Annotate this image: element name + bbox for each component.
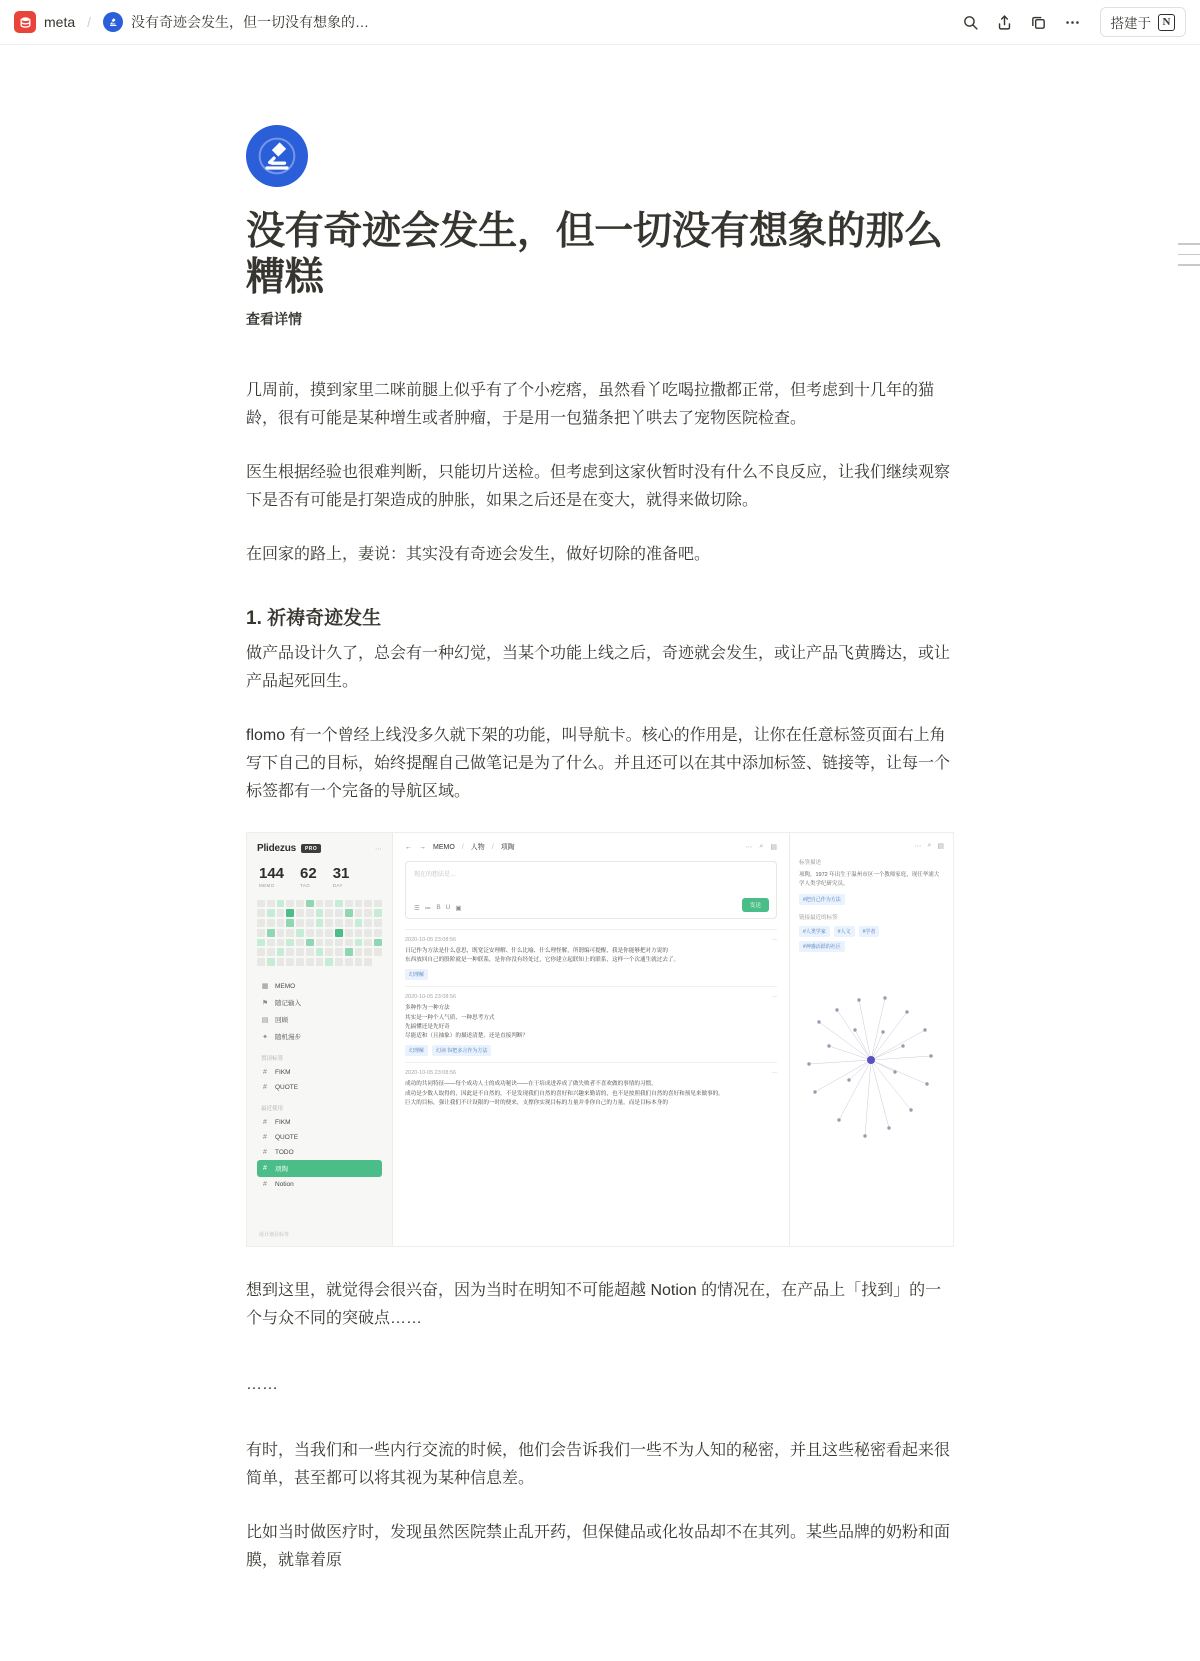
section-heading: 1. 祈祷奇迹发生 bbox=[246, 608, 382, 630]
shot-app-logo: Plidezus bbox=[257, 843, 296, 855]
sidebar-tag-item[interactable] bbox=[257, 1177, 382, 1192]
embedded-app-screenshot bbox=[246, 832, 954, 1247]
memo-text: 先搞懂还是先好奇 bbox=[405, 1023, 450, 1030]
memo-text: 东西放回自己的股阶就是一种联系，是你你没有经处过，它你建立起联知上的联系，这样一个次通生就过去了。 bbox=[405, 957, 680, 964]
crumb-sep: / bbox=[461, 843, 464, 851]
memo-text: 日记作为方法是什么意思，既宽泛安理解、什么比喻、什么理怪解，所谓编可提醒，我是你能够把对方说的 bbox=[405, 948, 668, 955]
sidebar-footer: 成计划目标等 bbox=[259, 1232, 290, 1239]
memo-tags bbox=[405, 969, 777, 980]
stat-value: 144 bbox=[259, 865, 285, 883]
memo-timestamp: 2020-10-05 23:08:56 bbox=[405, 937, 457, 944]
memo-text: 尽能适和（且抽象）的描述清楚、还是直接判断？ bbox=[405, 1033, 529, 1040]
hash-icon: # bbox=[263, 1165, 267, 1172]
stat-value: 62 bbox=[300, 865, 317, 883]
top-bar-left bbox=[14, 11, 956, 33]
bold-icon[interactable]: B bbox=[436, 904, 441, 912]
stat-memo bbox=[259, 866, 284, 888]
sidebar-item-review[interactable] bbox=[257, 1011, 382, 1028]
back-icon[interactable]: ← bbox=[405, 843, 412, 851]
sidebar-tag-item[interactable] bbox=[257, 1065, 382, 1080]
right-panel-text: 项陶，1972 年出生于温州市区一个教师家庭，现任华浦大学人类学纪研究员。 bbox=[799, 872, 940, 888]
memo-more-icon[interactable]: ⋯ bbox=[771, 937, 777, 944]
hash-icon: # bbox=[263, 1149, 267, 1156]
flag-icon: ⚑ bbox=[261, 999, 269, 1007]
memo-editor-tools bbox=[414, 904, 462, 912]
related-tag[interactable]: #人类学家 bbox=[799, 926, 830, 937]
memo-meta bbox=[405, 1070, 777, 1076]
memo-text: 成功是少数人取得的，因此是不自然的，不是发现我们自然的喜好和兴趣来勤请的，也不是按照我们自然的喜好和预见来做事的。 bbox=[405, 1090, 724, 1097]
memo-tags bbox=[405, 1045, 777, 1056]
hash-icon: # bbox=[263, 1084, 267, 1091]
memo-timestamp: 2020-10-05 23:08:56 bbox=[405, 994, 457, 1001]
shot-main-toolbar bbox=[405, 842, 777, 852]
notion-logo-icon: N bbox=[1158, 14, 1175, 31]
image-icon[interactable]: ▣ bbox=[455, 905, 462, 913]
page-cover-icon bbox=[246, 125, 308, 187]
sidebar-item-random[interactable] bbox=[257, 1028, 382, 1045]
memo-text: 巨大的目标，强让我们不计设限的一时的便来，支撑你实现目标的力量并非你自己的力量，而是目标本身的 bbox=[405, 1099, 668, 1106]
stat-label: MEMO bbox=[259, 882, 275, 888]
memo-text: 其实是一种个人气质、一种思考方式 bbox=[405, 1014, 495, 1021]
memo-card bbox=[405, 1062, 777, 1114]
paragraph: …… bbox=[246, 1376, 278, 1394]
paragraph: 想到这里，就觉得会很兴奋，因为当时在明知不可能超越 Notion 的情况在，在产品上「找到」的一个与众不同的突破点…… bbox=[246, 1282, 942, 1328]
sidebar-item-label: 回顾 bbox=[275, 1017, 288, 1024]
related-tags bbox=[799, 926, 944, 937]
memo-more-icon[interactable]: ⋯ bbox=[771, 1070, 777, 1077]
microscope-icon bbox=[103, 12, 123, 32]
memo-editor-placeholder: 现在的想法是… bbox=[414, 872, 457, 879]
workspace-name[interactable]: meta bbox=[44, 14, 76, 30]
paragraph: 几周前，摸到家里二咪前腿上似乎有了个小疙瘩，虽然看丫吃喝拉撒都正常，但考虑到十几年的猫龄，很有可能是某种增生或者肿瘤，于是用一包猫条把丫哄去了宠物医院检查。 bbox=[246, 382, 935, 428]
paragraph: flomo 有一个曾经上线没多久就下架的功能，叫导航卡。核心的作用是，让你在任意标签页面右上角写下自己的目标，始终提醒自己做笔记是为了什么。并且还可以在其中添加标签、链接等，让每一个标签都有一个完备的导航区域。 bbox=[246, 727, 951, 801]
numbered-list-icon[interactable]: ≔ bbox=[424, 905, 432, 913]
shot-right-panel bbox=[790, 833, 953, 1246]
scroll-progress-marks bbox=[1178, 243, 1200, 266]
pro-badge: PRO bbox=[301, 844, 321, 853]
sidebar-item-label: 项陶 bbox=[275, 1166, 288, 1173]
sidebar-item-memo[interactable] bbox=[257, 978, 382, 994]
top-bar-actions bbox=[956, 7, 1187, 37]
duplicate-icon[interactable] bbox=[1024, 7, 1054, 37]
panel-icon[interactable]: ▤ bbox=[770, 844, 777, 852]
breadcrumb-page[interactable] bbox=[103, 12, 369, 32]
hash-icon: # bbox=[263, 1119, 267, 1126]
sidebar-tag-item[interactable] bbox=[257, 1115, 382, 1130]
page-title: 没有奇迹会发生，但一切没有想象的那么糟糕 bbox=[246, 210, 943, 300]
search-icon[interactable] bbox=[956, 7, 986, 37]
memo-more-icon[interactable]: ⋯ bbox=[771, 994, 777, 1001]
memo-tag[interactable]: 幻理解 bbox=[405, 969, 428, 980]
shot-main bbox=[393, 833, 790, 1246]
right-panel-title: 标签描述 bbox=[799, 860, 822, 867]
sidebar-more-icon[interactable]: ⋯ bbox=[375, 845, 382, 853]
memo-timestamp: 2020-10-05 23:08:56 bbox=[405, 1070, 457, 1077]
crumb-people[interactable]: 人物 bbox=[470, 844, 485, 852]
sidebar-item-label: TODO bbox=[275, 1149, 294, 1156]
right-panel-toolbar bbox=[799, 842, 944, 850]
paragraph: 有时，当我们和一些内行交流的时候，他们会告诉我们一些不为人知的秘密，并且这些秘密看起来很简单，甚至都可以将其视为某种信息差。 bbox=[246, 1442, 951, 1488]
list-icon[interactable]: ☰ bbox=[414, 905, 420, 913]
more-icon[interactable]: ⋯ bbox=[914, 843, 922, 851]
sidebar-item-label: QUOTE bbox=[275, 1084, 299, 1091]
hash-icon: # bbox=[263, 1134, 267, 1141]
sidebar-item-label: 随记输入 bbox=[275, 1000, 301, 1007]
related-tags-second-row bbox=[799, 941, 944, 952]
sidebar-tag-item[interactable] bbox=[257, 1080, 382, 1095]
paragraph: 比如当时做医疗时，发现虽然医院禁止乱开药，但保健品或化妆品却不在其列。某些品牌的奶粉和面膜，就靠着原 bbox=[246, 1524, 951, 1570]
paragraph: 在回家的路上，妻说：其实没有奇迹会发生，做好切除的准备吧。 bbox=[246, 546, 711, 564]
paragraph: 医生根据经验也很难判断，只能切片送检。但考虑到这家伙暂时没有什么不良反应，让我们继续观察下是否有可能是打架造成的肿胀，如果之后还是在变大，就得来做切除。 bbox=[246, 464, 951, 510]
shot-sidebar-header bbox=[257, 843, 382, 854]
breadcrumb-page-title: 没有奇迹会发生，但一切没有想象的… bbox=[131, 14, 370, 30]
sidebar-tag-item[interactable] bbox=[257, 1130, 382, 1145]
memo-editor[interactable] bbox=[405, 861, 777, 919]
top-bar bbox=[0, 0, 1200, 45]
memo-meta bbox=[405, 994, 777, 1000]
related-tags-label: 链接最近的标签 bbox=[799, 914, 838, 921]
breadcrumb-separator: / bbox=[87, 14, 92, 30]
sidebar-item-label: FIKM bbox=[275, 1069, 291, 1076]
memo-tag[interactable]: 幻读书/把多言作为方法 bbox=[432, 1045, 491, 1056]
star-icon: ✦ bbox=[262, 1033, 268, 1041]
built-with-notion-button[interactable] bbox=[1100, 7, 1187, 37]
right-panel-chip-row bbox=[799, 894, 944, 905]
search-icon[interactable]: ⌕ bbox=[927, 842, 932, 850]
more-icon[interactable] bbox=[1058, 7, 1088, 37]
stat-value: 31 bbox=[332, 865, 350, 883]
sidebar-item-label: MEMO bbox=[275, 982, 296, 990]
send-button[interactable]: 发送 bbox=[742, 898, 769, 912]
crumb-sep: / bbox=[491, 843, 494, 851]
activity-heatmap bbox=[257, 900, 382, 966]
underline-icon[interactable]: U bbox=[445, 904, 451, 912]
forward-icon[interactable]: → bbox=[419, 843, 426, 851]
calendar-icon: ▤ bbox=[261, 1016, 269, 1024]
memo-meta bbox=[405, 937, 777, 943]
knowledge-graph bbox=[799, 960, 944, 1175]
memo-text: 成功的共同特征——每个成功人士的成功秘诀——在于培成进养成了做失败者不喜欢做的事情的习惯。 bbox=[405, 1081, 657, 1088]
sidebar-section-recent-label: 最近使用 bbox=[261, 1106, 284, 1112]
sidebar-item-label: Notion bbox=[275, 1181, 294, 1188]
memo-card bbox=[405, 986, 777, 1062]
sidebar-item-input[interactable] bbox=[257, 994, 382, 1011]
crumb-memo[interactable]: MEMO bbox=[433, 843, 455, 851]
sidebar-tag-item-selected[interactable] bbox=[257, 1160, 382, 1177]
share-icon[interactable] bbox=[990, 7, 1020, 37]
crumb-current[interactable]: 项陶 bbox=[500, 844, 515, 852]
hash-icon: # bbox=[263, 1181, 267, 1188]
sidebar-tag-item[interactable] bbox=[257, 1145, 382, 1160]
stat-label: TAG bbox=[300, 882, 311, 888]
related-tag[interactable]: #神感活跃的社区 bbox=[799, 941, 845, 952]
panel-icon[interactable]: ▤ bbox=[937, 843, 944, 851]
memo-tag[interactable]: 幻理解 bbox=[405, 1045, 428, 1056]
sidebar-item-label: FIKM bbox=[275, 1119, 291, 1126]
stat-tag bbox=[300, 866, 317, 888]
hash-icon: # bbox=[263, 1069, 267, 1076]
more-icon[interactable]: ⋯ bbox=[745, 844, 753, 852]
shot-stats bbox=[257, 866, 382, 896]
grid-icon: ▦ bbox=[261, 983, 269, 990]
page-content bbox=[246, 125, 954, 1661]
search-icon[interactable]: ⌕ bbox=[759, 843, 764, 851]
right-panel-chip[interactable]: #把自己作为方法 bbox=[799, 894, 845, 905]
shot-main-toolbar-right bbox=[745, 843, 777, 851]
workspace-logo-icon[interactable] bbox=[14, 11, 36, 33]
stat-label: DAY bbox=[332, 882, 343, 888]
related-tag[interactable]: #人文 bbox=[834, 926, 855, 937]
page-body bbox=[0, 45, 1200, 1661]
sidebar-item-label: QUOTE bbox=[275, 1134, 299, 1141]
sidebar-section-pinned-label: 置顶标签 bbox=[261, 1056, 284, 1062]
shot-sidebar bbox=[247, 833, 393, 1246]
memo-text: 多种作为一种方法 bbox=[405, 1005, 450, 1012]
sidebar-item-label: 随机漫步 bbox=[275, 1034, 301, 1041]
paragraph: 做产品设计久了，总会有一种幻觉，当某个功能上线之后，奇迹就会发生，或让产品飞黄腾达，或让产品起死回生。 bbox=[246, 645, 951, 691]
stat-day bbox=[333, 866, 350, 888]
built-with-label: 搭建于 bbox=[1110, 16, 1151, 31]
memo-card bbox=[405, 929, 777, 986]
page-subtitle[interactable]: 查看详情 bbox=[246, 311, 302, 328]
related-tag[interactable]: #学者 bbox=[859, 926, 880, 937]
